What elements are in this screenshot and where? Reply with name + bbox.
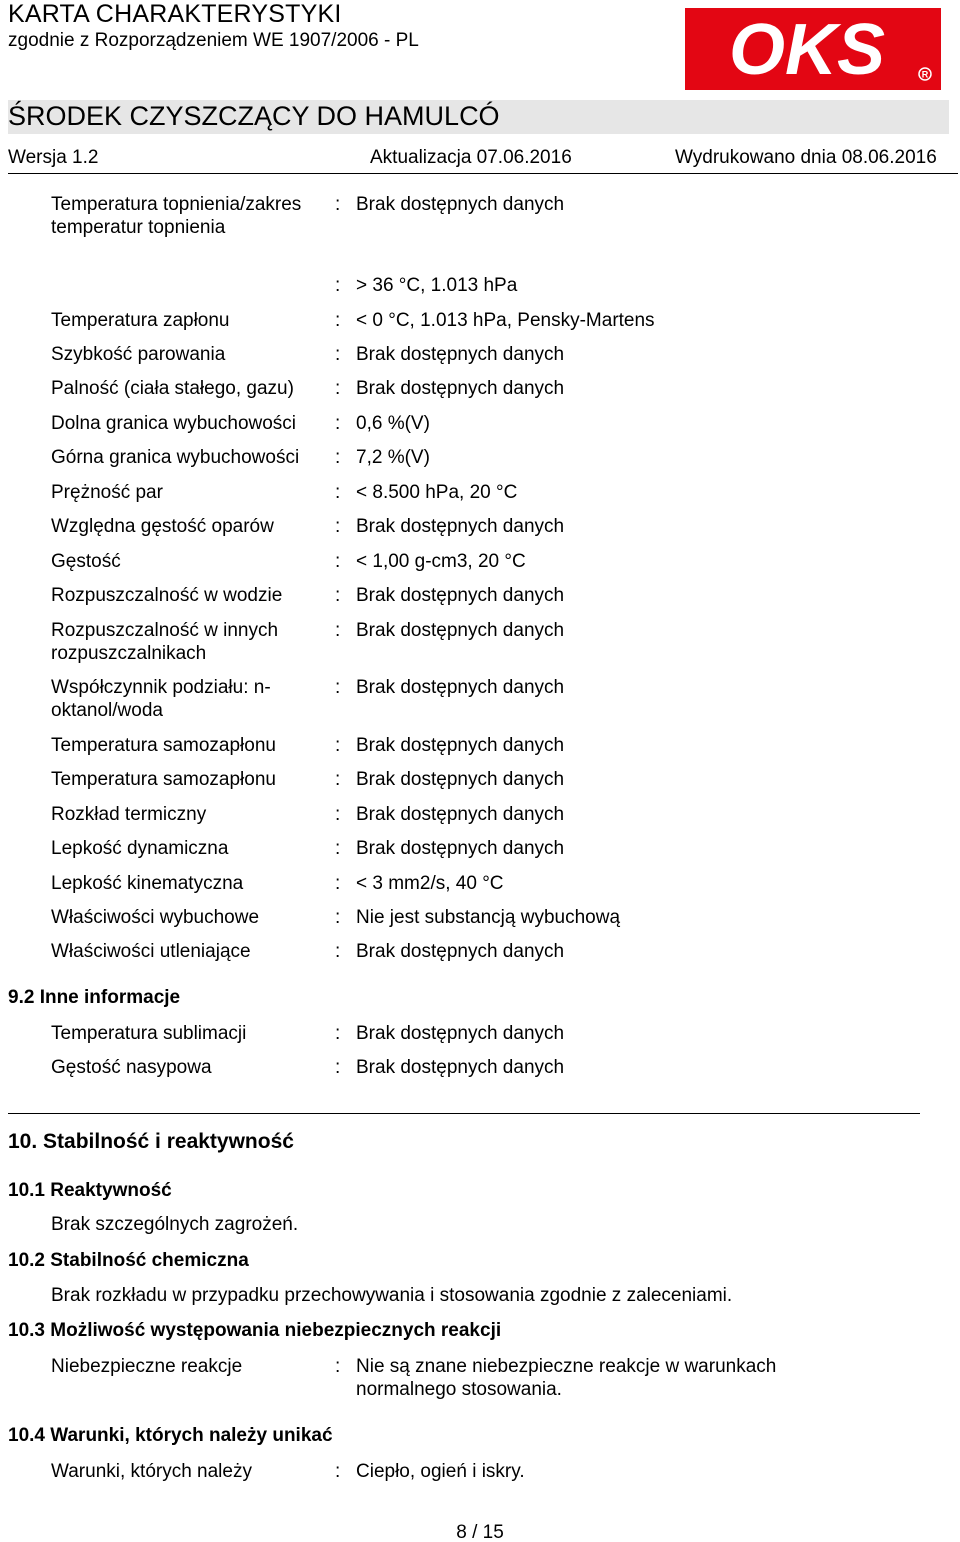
property-label: Gęstość: [51, 551, 121, 572]
reactivity-text: Brak szczególnych zagrożeń.: [51, 1214, 299, 1235]
property-label: Gęstość nasypowa: [51, 1057, 212, 1078]
property-label: Temperatura topnienia/zakres temperatur topnienia: [51, 194, 302, 238]
colon: :: [335, 1023, 341, 1044]
property-value: Brak dostępnych danych: [356, 585, 565, 606]
property-value: < 1,00 g-cm3, 20 °C: [356, 551, 526, 572]
section-heading-10-2: 10.2 Stabilność chemiczna: [8, 1250, 249, 1271]
colon: :: [335, 677, 341, 698]
section-heading-10: 10. Stabilność i reaktywność: [8, 1130, 294, 1153]
colon: :: [335, 516, 341, 537]
colon: :: [335, 378, 341, 399]
property-value: < 3 mm2/s, 40 °C: [356, 873, 504, 894]
colon: :: [335, 804, 341, 825]
colon: :: [335, 194, 341, 215]
property-label: Niebezpieczne reakcje: [51, 1356, 243, 1377]
property-label: Lepkość kinematyczna: [51, 873, 244, 894]
property-value: Brak dostępnych danych: [356, 838, 565, 859]
property-label: Rozpuszczalność w wodzie: [51, 585, 283, 606]
property-value: Brak dostępnych danych: [356, 194, 565, 215]
logo-text: OKS: [728, 10, 886, 90]
property-value: Brak dostępnych danych: [356, 516, 565, 537]
print-date: Wydrukowano dnia 08.06.2016: [675, 147, 937, 168]
property-label: Szybkość parowania: [51, 344, 226, 365]
colon: :: [335, 620, 341, 641]
regulation-subtitle: zgodnie z Rozporządzeniem WE 1907/2006 - PL: [8, 30, 419, 51]
property-label: Rozpuszczalność w innych rozpuszczalnikach: [51, 620, 279, 664]
property-value: Nie jest substancją wybuchową: [356, 907, 621, 928]
svg-text:R: R: [921, 69, 929, 80]
property-label: Prężność par: [51, 482, 163, 503]
page-number: 8 / 15: [456, 1522, 504, 1542]
colon: :: [335, 735, 341, 756]
colon: :: [335, 873, 341, 894]
property-label: Dolna granica wybuchowości: [51, 413, 297, 434]
colon: :: [335, 413, 341, 434]
property-value: Brak dostępnych danych: [356, 735, 565, 756]
colon: :: [335, 907, 341, 928]
property-value: > 36 °C, 1.013 hPa: [356, 275, 518, 296]
oks-logo-icon: [685, 8, 941, 90]
property-label: Rozkład termiczny: [51, 804, 207, 825]
property-value: Nie są znane niebezpieczne reakcje w warunkach normalnego stosowania.: [356, 1356, 777, 1400]
section-heading-10-4: 10.4 Warunki, których należy unikać: [8, 1425, 333, 1446]
section-heading-10-3: 10.3 Możliwość występowania niebezpiecznych reakcji: [8, 1320, 502, 1341]
property-value: Brak dostępnych danych: [356, 677, 565, 698]
property-value: Brak dostępnych danych: [356, 1057, 565, 1078]
property-value: Brak dostępnych danych: [356, 378, 565, 399]
colon: :: [335, 310, 341, 331]
property-label: Właściwości wybuchowe: [51, 907, 260, 928]
colon: :: [335, 838, 341, 859]
property-value: Brak dostępnych danych: [356, 769, 565, 790]
property-label: Górna granica wybuchowości: [51, 447, 300, 468]
colon: :: [335, 1356, 341, 1377]
property-value: < 0 °C, 1.013 hPa, Pensky-Martens: [356, 310, 655, 331]
property-label: Względna gęstość oparów: [51, 516, 274, 537]
document-title: KARTA CHARAKTERYSTYKI: [8, 0, 342, 28]
property-value: Brak dostępnych danych: [356, 344, 565, 365]
section-heading-10-1: 10.1 Reaktywność: [8, 1180, 172, 1201]
property-value: Brak dostępnych danych: [356, 941, 565, 962]
colon: :: [335, 1461, 341, 1482]
product-name: ŚRODEK CZYSZCZĄCY DO HAMULCÓ: [8, 101, 500, 131]
colon: :: [335, 585, 341, 606]
property-label: Warunki, których należy: [51, 1461, 252, 1482]
colon: :: [335, 769, 341, 790]
property-label: Lepkość dynamiczna: [51, 838, 229, 859]
section-heading-9-2: 9.2 Inne informacje: [8, 987, 181, 1008]
colon: :: [335, 1057, 341, 1078]
colon: :: [335, 941, 341, 962]
colon: :: [335, 275, 341, 296]
property-value: Brak dostępnych danych: [356, 1023, 565, 1044]
colon: :: [335, 447, 341, 468]
property-value: 7,2 %(V): [356, 447, 430, 468]
property-label: Palność (ciała stałego, gazu): [51, 378, 294, 399]
property-value: Brak dostępnych danych: [356, 804, 565, 825]
version-label: Wersja 1.2: [8, 147, 99, 168]
property-label: Właściwości utleniające: [51, 941, 251, 962]
colon: :: [335, 482, 341, 503]
property-value: < 8.500 hPa, 20 °C: [356, 482, 518, 503]
property-value: Brak dostępnych danych: [356, 620, 565, 641]
colon: :: [335, 344, 341, 365]
property-label: Temperatura samozapłonu: [51, 735, 276, 756]
stability-text: Brak rozkładu w przypadku przechowywania i stosowania zgodnie z zaleceniami.: [51, 1285, 733, 1306]
property-label: Współczynnik podziału: n-oktanol/woda: [51, 677, 271, 721]
property-label: Temperatura sublimacji: [51, 1023, 247, 1044]
update-date: Aktualizacja 07.06.2016: [370, 147, 572, 168]
header-divider: [8, 173, 958, 174]
property-value: 0,6 %(V): [356, 413, 430, 434]
section-divider: [8, 1113, 920, 1114]
property-label: Temperatura zapłonu: [51, 310, 230, 331]
property-value: Ciepło, ogień i iskry.: [356, 1461, 525, 1482]
colon: :: [335, 551, 341, 572]
property-label: Temperatura samozapłonu: [51, 769, 276, 790]
